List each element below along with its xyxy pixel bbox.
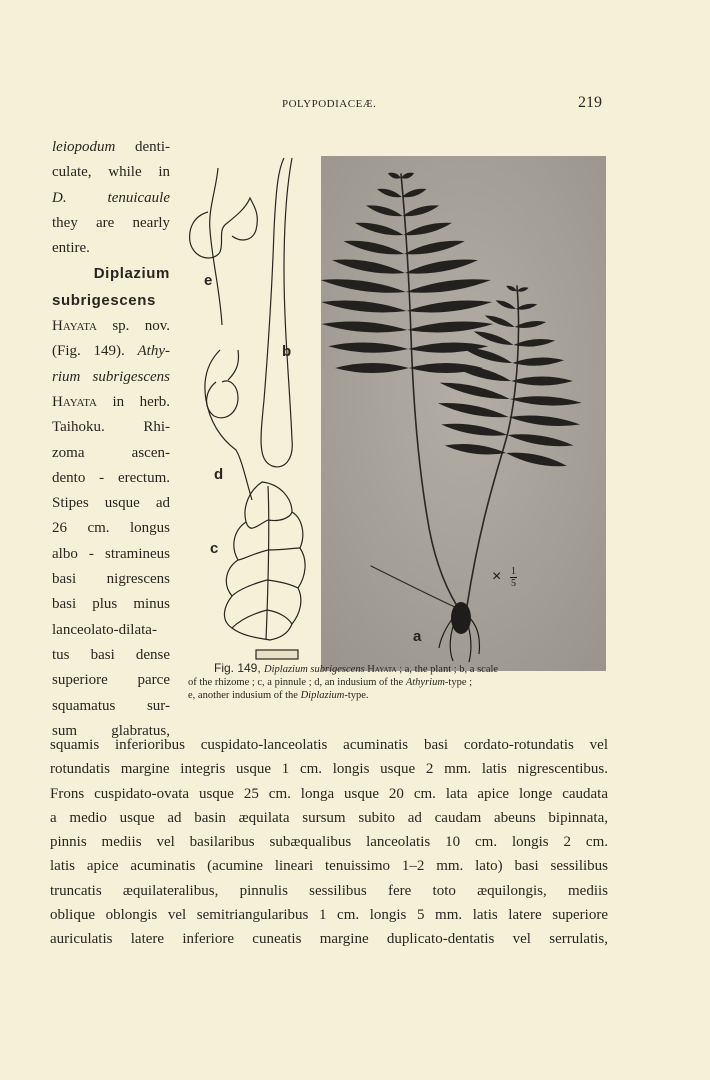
left-column-line <box>52 365 170 390</box>
italic-text: Diplazium <box>300 690 345 701</box>
figure-caption <box>188 662 608 702</box>
text-run: culate, while in <box>52 164 170 181</box>
label-e: e <box>204 272 213 289</box>
italic-text: D. tenuicaule <box>52 189 170 206</box>
drawing-c-pinnule <box>224 482 305 640</box>
label-b: b <box>282 343 292 360</box>
label-c: c <box>210 540 219 557</box>
text-run: denti- <box>115 139 170 155</box>
body-line: auriculatis latere inferiore cuneatis margine duplicato-dentatis vel serrulatis, <box>50 931 608 948</box>
italic-text: rium subrigescens <box>52 368 170 385</box>
text-run: Stipes usque ad <box>52 495 170 512</box>
scale-denominator: 5 <box>511 578 516 589</box>
left-column-line <box>52 694 170 719</box>
body-line: rotundatis margine integris usque 1 cm. longis usque 2 mm. latis nigrescentibus. <box>50 761 608 778</box>
left-column-line <box>52 415 170 440</box>
left-column-line <box>52 567 170 592</box>
scale-numerator: 1 <box>511 566 516 577</box>
italic-text: Athy- <box>137 343 170 360</box>
italic-text: leiopodum <box>52 139 116 155</box>
figure-number: Fig. 149, <box>214 661 265 675</box>
drawing-b-scale <box>261 158 292 467</box>
drawing-e-indusium <box>210 168 222 325</box>
caption-line <box>188 676 608 689</box>
body-line: latis apice acuminatis (acumine lineari tenuissimo 1–2 mm. lato) basi sessilibus <box>50 858 608 875</box>
page-number: 219 <box>578 94 602 111</box>
text-run: basi nigrescens <box>52 571 170 588</box>
body-line: a medio usque ad basin æquilata sursum subito ad caudam abeuns bipinnata, <box>50 809 608 826</box>
body-line: truncatis æquilateralibus, pinnulis sessilibus fere toto æquilongis, mediis <box>50 882 608 899</box>
left-column-line <box>52 643 170 668</box>
left-column-line <box>52 516 170 541</box>
text-run: albo - stramineus <box>52 545 170 562</box>
text-run: they are nearly <box>52 214 170 231</box>
left-column-text <box>52 135 170 744</box>
left-column-line <box>52 288 170 314</box>
label-a: a <box>413 628 422 645</box>
left-column-line <box>52 186 170 211</box>
drawing-d-indusium <box>205 350 252 500</box>
species-heading: subrigescens <box>52 291 156 309</box>
left-column-line <box>52 592 170 617</box>
body-line: Frons cuspidato-ovata usque 25 cm. longa usque 20 cm. lata apice longe caudata <box>50 785 608 802</box>
fern-plant-image <box>321 156 606 671</box>
text-run: dento - erectum. <box>52 469 170 486</box>
left-column-line <box>52 491 170 516</box>
text-run: sp. nov. <box>97 318 170 335</box>
left-column-line <box>52 390 170 415</box>
text-run: of the rhizome ; c, a pinnule ; d, an indusium of the <box>188 677 406 688</box>
text-run: tus basi dense <box>52 646 170 663</box>
text-run: e, another indusium of the <box>188 690 301 701</box>
author-name: Hayata <box>367 664 397 675</box>
author-name: Hayata <box>52 393 97 410</box>
text-run: basi plus minus <box>52 596 170 613</box>
left-column-line <box>52 135 170 160</box>
italic-text: Athyrium <box>405 677 445 688</box>
left-column-line <box>52 618 170 643</box>
left-column-line <box>52 339 170 364</box>
left-column-line <box>52 314 170 339</box>
italic-text: Diplazium subrigescens <box>264 664 365 675</box>
plant-photograph <box>321 156 606 671</box>
scale-fraction <box>510 566 517 589</box>
left-column-line <box>52 211 170 236</box>
text-run: lanceolato-dilata- <box>52 621 157 638</box>
left-column-line <box>52 441 170 466</box>
caption-line <box>188 689 608 702</box>
left-column-line <box>52 160 170 185</box>
author-name: Hayata <box>52 318 97 335</box>
text-run: -type ; <box>444 677 473 688</box>
text-run: superiore parce <box>52 672 170 689</box>
left-column-line <box>52 466 170 491</box>
text-run: squamatus sur- <box>52 697 170 714</box>
text-run: entire. <box>52 240 90 257</box>
running-title: POLYPODIACEÆ. <box>282 98 377 110</box>
text-run: 26 cm. longus <box>52 520 170 537</box>
text-run: Taihoku. Rhi- <box>52 419 170 436</box>
body-text <box>50 733 608 952</box>
left-column-line <box>52 236 170 261</box>
species-heading: Diplazium <box>93 265 170 283</box>
fern-detail-drawings <box>180 150 320 670</box>
left-column-line <box>52 261 170 287</box>
text-run: -type. <box>344 690 369 701</box>
text-run: in herb. <box>97 393 170 410</box>
text-run: (Fig. 149). <box>52 343 138 360</box>
left-column-line <box>52 668 170 693</box>
body-line: squamis inferioribus cuspidato-lanceolatis acuminatis basi cordato-rotundatis vel <box>50 737 608 753</box>
scale-times: × <box>492 568 502 585</box>
label-d: d <box>214 466 224 483</box>
text-run: zoma ascen- <box>52 444 170 461</box>
left-column-line <box>52 542 170 567</box>
figure-drawings <box>180 150 320 670</box>
caption-line <box>188 662 608 676</box>
text-run: sum glabratus, <box>52 722 170 739</box>
body-line: oblique oblongis vel semitriangularibus 1 cm. longis 5 mm. latis latere superiore <box>50 907 608 924</box>
text-run: ; a, the plant ; b, a scale <box>396 664 499 675</box>
body-line: pinnis mediis vel basilaribus subæqualibus lanceolatis 10 cm. longis 2 cm. <box>50 834 608 851</box>
